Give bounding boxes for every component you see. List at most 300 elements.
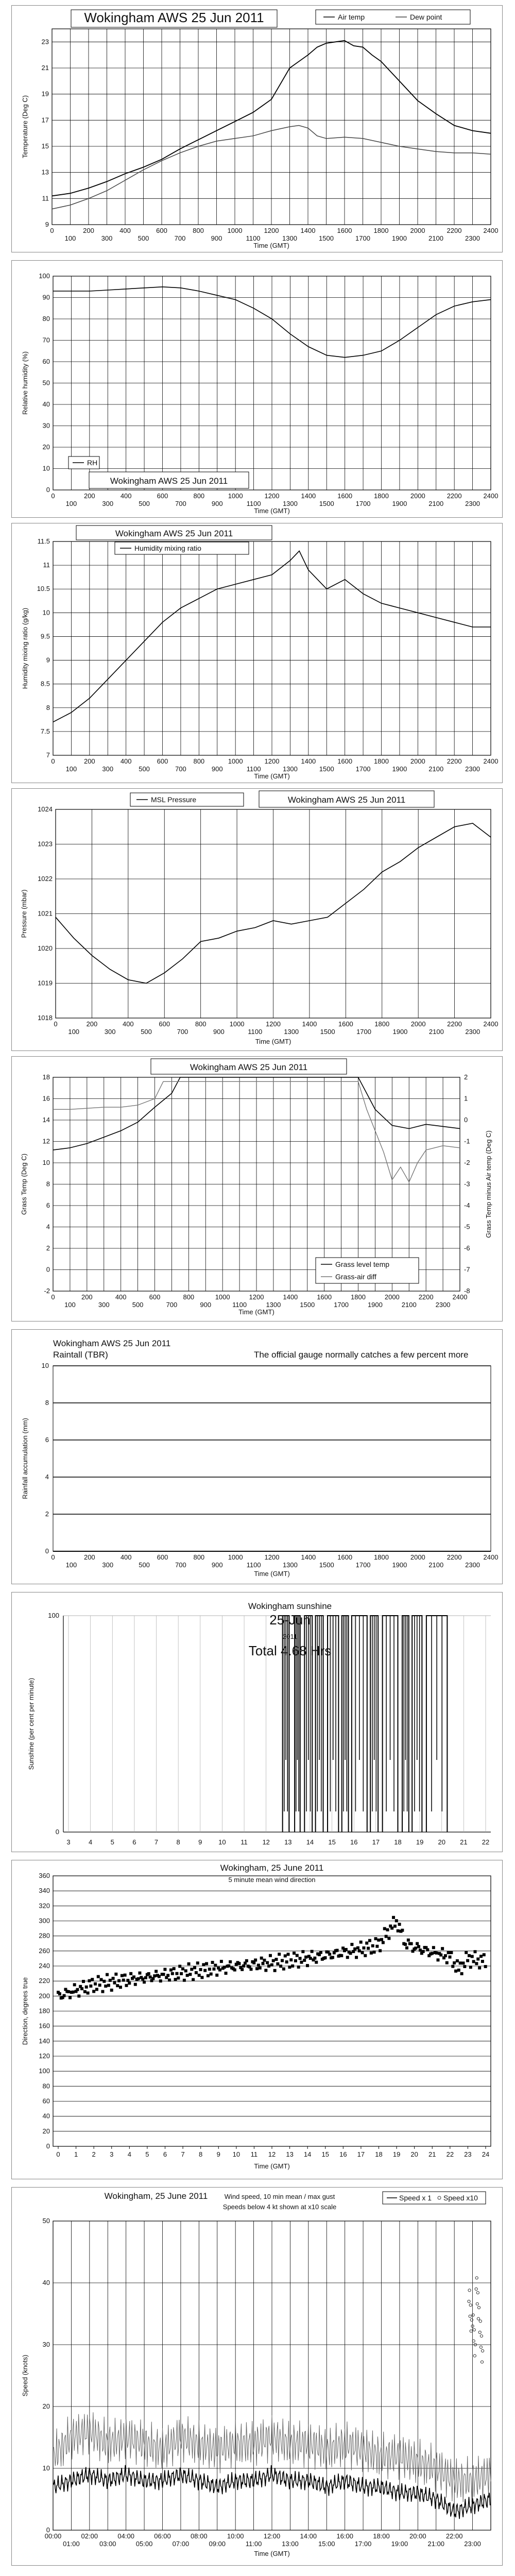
legend-grass-temp: Grass level temp [335, 1260, 390, 1268]
x-tick-label: 17 [357, 2150, 365, 2158]
x-tick-label: 300 [98, 1301, 110, 1309]
direction-point [245, 1959, 248, 1962]
x-tick-label: 0 [51, 1293, 55, 1301]
direction-point [257, 1963, 260, 1967]
x-tick-label: 03:00 [99, 2540, 116, 2548]
x-tick-label: 1000 [227, 227, 243, 234]
direction-point [390, 1927, 393, 1930]
chart-title: Wokingham AWS 25 Jun 2011 [53, 1338, 171, 1348]
y-tick-label: 90 [42, 293, 50, 301]
x-tick-label: 1400 [301, 757, 316, 765]
rainfall-chart-panel [11, 1329, 503, 1584]
y-tick-label: 11.5 [37, 537, 50, 545]
direction-point [358, 1950, 361, 1953]
x-tick-label: 300 [102, 500, 114, 507]
x-tick-label: 2300 [465, 765, 480, 773]
x-tick-label: 06:00 [154, 2532, 171, 2540]
chart-date: 25-Jun [269, 1612, 311, 1628]
x-tick-label: 1200 [264, 1553, 280, 1561]
direction-point [113, 1981, 116, 1985]
direction-point [300, 1961, 303, 1964]
x-tick-label: 2100 [428, 234, 443, 242]
y-tick-label: 4 [45, 1473, 49, 1481]
direction-point [102, 1980, 106, 1983]
speed-x10-point [470, 2330, 472, 2332]
y-tick-label: 240 [39, 1962, 50, 1970]
y-tick-label: 18 [42, 1073, 50, 1081]
speed-x10-point [481, 2349, 484, 2352]
x-tick-label: 800 [193, 757, 205, 765]
x-tick-label: 2000 [384, 1293, 400, 1301]
y-tick-label: 1021 [38, 909, 53, 918]
direction-point [449, 1956, 452, 1959]
direction-point [82, 1980, 85, 1983]
speed-x10-point [480, 2361, 483, 2363]
direction-point [190, 1968, 193, 1971]
x-tick-label: 1100 [246, 500, 261, 507]
x-tick-label: 900 [200, 1301, 212, 1309]
direction-point [153, 1974, 156, 1977]
y-tick-label: 4 [46, 1223, 50, 1231]
x-tick-label: 2100 [428, 1028, 444, 1036]
x-tick-label: 19 [392, 2150, 401, 2158]
x-tick-label: 200 [83, 1553, 95, 1561]
y-tick-label: 50 [42, 2217, 50, 2225]
x-tick-label: 800 [193, 492, 205, 500]
direction-point [121, 1974, 124, 1977]
direction-point [134, 1983, 137, 1986]
y-axis-label: Sunshine (per cent per minute) [27, 1677, 35, 1770]
x-tick-label: 300 [101, 234, 113, 242]
x-tick-label: 700 [177, 1028, 188, 1036]
x-tick-label: 1200 [264, 492, 280, 500]
direction-point [313, 1957, 316, 1960]
x-tick-label: 1900 [392, 234, 407, 242]
direction-point [254, 1958, 257, 1961]
speed-x10-point [477, 2317, 479, 2320]
x-tick-label: 2200 [447, 1020, 462, 1028]
y2-axis-label: Grass Temp minus Air temp (Deg C) [485, 1130, 492, 1238]
x-tick-label: 800 [193, 1553, 205, 1561]
x-tick-label: 1300 [282, 500, 298, 507]
direction-point [203, 1969, 207, 1972]
direction-point [368, 1939, 371, 1942]
y-tick-label: 1018 [38, 1014, 53, 1022]
x-tick-label: 1300 [266, 1301, 281, 1309]
x-tick-label: 0 [51, 757, 55, 765]
humidity-chart-panel [11, 260, 503, 518]
direction-point [180, 1972, 183, 1975]
y-axis-label: Pressure (mbar) [20, 889, 28, 938]
wind-direction-chart [12, 1860, 502, 2179]
x-tick-label: 22 [446, 2150, 454, 2158]
x-tick-label: 9 [216, 2150, 220, 2158]
direction-point [207, 1974, 210, 1977]
x-tick-label: 1300 [282, 1561, 298, 1569]
direction-point [264, 1969, 267, 1972]
direction-point [242, 1964, 245, 1968]
direction-point [178, 1965, 181, 1968]
x-tick-label: 2200 [418, 1293, 434, 1301]
x-tick-label: 700 [175, 500, 186, 507]
direction-point [469, 1965, 472, 1969]
direction-point [340, 1954, 343, 1957]
direction-point [311, 1950, 314, 1953]
chart-subtitle-2: Speeds below 4 kt shown at x10 scale [222, 2203, 337, 2211]
direction-point [447, 1951, 450, 1954]
y-tick-label: 100 [39, 2067, 50, 2075]
direction-point [124, 1974, 127, 1977]
direction-point [288, 1965, 291, 1969]
y-tick-label: 6 [46, 1201, 50, 1209]
direction-point [250, 1968, 253, 1971]
y-tick-label: 50 [42, 379, 50, 387]
direction-point [453, 1961, 456, 1964]
y-tick-label: 60 [42, 2097, 50, 2105]
y-tick-label: 9 [45, 221, 49, 228]
x-tick-label: 700 [166, 1301, 178, 1309]
plot-area [21, 10, 498, 249]
x-tick-label: 18 [394, 1838, 402, 1846]
humidity-chart [12, 261, 502, 517]
direction-point [331, 1956, 334, 1959]
x-tick-label: 17:00 [354, 2540, 372, 2548]
x-tick-label: 14 [306, 1838, 314, 1846]
x-tick-label: 1000 [229, 1020, 245, 1028]
direction-point [435, 1952, 438, 1955]
x-tick-label: 1800 [351, 1293, 366, 1301]
y-tick-label: 20 [42, 443, 50, 451]
x-tick-label: 13 [284, 1838, 292, 1846]
direction-point [72, 1991, 75, 1994]
x-tick-label: 500 [139, 500, 150, 507]
x-tick-label: 2300 [465, 234, 480, 242]
x-axis-label: Time (GMT) [254, 507, 290, 515]
x-tick-label: 600 [157, 1553, 168, 1561]
x-tick-label: 11:00 [245, 2540, 262, 2548]
direction-point [174, 1978, 177, 1981]
x-tick-label: 500 [141, 1028, 152, 1036]
direction-point [309, 1957, 312, 1960]
x-tick-label: 1400 [300, 227, 316, 234]
direction-point [87, 1991, 90, 1994]
x-tick-label: 23 [464, 2150, 472, 2158]
direction-point [426, 1948, 429, 1951]
direction-point [304, 1956, 307, 1959]
speed-x10-point [468, 2300, 470, 2302]
y-tick-label: 100 [39, 272, 50, 280]
plot-area [20, 1059, 492, 1316]
direction-point [183, 1979, 186, 1982]
grass-temp-chart [12, 1057, 502, 1321]
chart-title: Wokingham AWS 25 Jun 2011 [115, 529, 233, 538]
x-tick-label: 600 [157, 757, 168, 765]
direction-point [149, 1975, 152, 1978]
x-tick-label: 4 [89, 1838, 93, 1846]
chart-title: Wokingham AWS 25 Jun 2011 [84, 10, 264, 25]
x-tick-label: 04:00 [117, 2532, 134, 2540]
x-tick-label: 0 [51, 492, 55, 500]
direction-point [91, 1978, 94, 1981]
speed-x10-point [477, 2306, 480, 2309]
x-tick-label: 1100 [246, 234, 261, 242]
direction-point [233, 1969, 236, 1972]
y-tick-label: 2 [45, 1510, 49, 1518]
x-tick-label: 13 [286, 2150, 294, 2158]
plot-area [21, 2191, 491, 2557]
rainfall-chart [12, 1330, 502, 1584]
direction-point [101, 1990, 104, 1993]
x-tick-label: 700 [174, 234, 186, 242]
x-tick-label: 16:00 [336, 2532, 353, 2540]
x-tick-label: 300 [102, 765, 114, 773]
x-tick-label: 21:00 [427, 2540, 445, 2548]
legend-speed-x1: Speed x 1 [399, 2194, 432, 2202]
x-tick-label: 200 [81, 1293, 93, 1301]
x-tick-label: 1300 [282, 765, 298, 773]
temperature-chart [12, 6, 502, 252]
y-tick-label: 1024 [38, 805, 53, 813]
x-axis-label: Time (GMT) [253, 242, 289, 249]
y-tick-label: 11 [43, 561, 50, 569]
x-tick-label: 100 [64, 1301, 76, 1309]
direction-point [362, 1946, 365, 1950]
direction-point [274, 1958, 278, 1961]
direction-point [463, 1965, 466, 1968]
y-tick-label: 340 [39, 1887, 50, 1895]
x-tick-label: 100 [65, 500, 77, 507]
x-axis-label: Time (GMT) [254, 1570, 290, 1578]
direction-point [132, 1975, 135, 1978]
direction-point [356, 1946, 359, 1950]
x-tick-label: 14:00 [300, 2532, 317, 2540]
x-tick-label: 1400 [283, 1293, 298, 1301]
x-tick-label: 500 [139, 1561, 150, 1569]
x-tick-label: 0 [51, 1553, 55, 1561]
direction-point [439, 1954, 442, 1957]
direction-point [94, 1982, 97, 1986]
x-tick-label: 24 [482, 2150, 490, 2158]
legend-rh: RH [87, 459, 98, 467]
pressure-chart-panel [11, 788, 503, 1051]
direction-point [125, 1984, 128, 1987]
y-tick-label: 9 [46, 656, 50, 664]
direction-point [95, 1988, 98, 1991]
y-axis-label: Direction, degrees true [21, 1977, 29, 2045]
x-tick-label: 6 [163, 2150, 167, 2158]
direction-point [186, 1974, 189, 1977]
y-tick-label: 6 [45, 1436, 49, 1444]
y-tick-label: 20 [42, 2402, 50, 2410]
x-tick-label: 18:00 [373, 2532, 390, 2540]
x-tick-label: 100 [68, 1028, 80, 1036]
x-tick-label: 1700 [355, 1561, 371, 1569]
direction-point [67, 1990, 70, 1993]
x-axis-label: Time (GMT) [254, 2162, 290, 2170]
y-tick-label: 160 [39, 2022, 50, 2030]
direction-point [377, 1939, 380, 1942]
y-axis-label: Speed (knots) [21, 2354, 29, 2397]
x-tick-label: 13:00 [282, 2540, 299, 2548]
direction-point [117, 1979, 121, 1982]
direction-point [303, 1959, 306, 1962]
direction-point [474, 1950, 477, 1953]
direction-point [171, 1972, 174, 1975]
y-tick-label: -2 [44, 1287, 50, 1295]
x-tick-label: 19:00 [391, 2540, 408, 2548]
plot-area [21, 1338, 498, 1578]
plot-area [21, 526, 498, 780]
x-tick-label: 1500 [319, 1561, 334, 1569]
x-tick-label: 200 [83, 757, 95, 765]
mixing-ratio-chart-panel [11, 523, 503, 783]
direction-point [285, 1960, 288, 1963]
y-tick-label: 8 [46, 703, 50, 711]
direction-point [76, 1988, 79, 1991]
x-tick-label: 2000 [410, 227, 425, 234]
plot-area [21, 272, 498, 515]
direction-point [397, 1929, 400, 1933]
direction-point [109, 1979, 112, 1982]
direction-point [475, 1962, 478, 1965]
x-tick-label: 23:00 [464, 2540, 481, 2548]
direction-point [278, 1953, 281, 1956]
y2-tick-label: -7 [464, 1265, 470, 1274]
direction-point [195, 1971, 198, 1974]
x-tick-label: 2300 [465, 500, 480, 507]
x-tick-label: 100 [65, 1561, 77, 1569]
direction-point [359, 1941, 363, 1944]
x-tick-label: 2100 [428, 500, 444, 507]
x-tick-label: 0 [50, 227, 54, 234]
direction-point [371, 1944, 374, 1947]
direction-point [154, 1970, 158, 1973]
y-tick-label: 100 [48, 1612, 59, 1619]
x-tick-label: 2000 [410, 492, 425, 500]
y-tick-label: 19 [41, 90, 49, 98]
speed-x10-point [479, 2346, 482, 2348]
x-tick-label: 2200 [447, 757, 462, 765]
direction-point [387, 1937, 390, 1940]
y-axis-label: Grass Temp (Deg C) [20, 1154, 28, 1215]
direction-point [472, 1960, 475, 1963]
x-tick-label: 300 [102, 1561, 114, 1569]
y-tick-label: 0 [46, 2142, 50, 2150]
direction-point [273, 1969, 277, 1972]
x-tick-label: 16 [350, 1838, 358, 1846]
direction-point [484, 1965, 487, 1968]
direction-point [297, 1965, 300, 1969]
y-tick-label: 8 [46, 1180, 50, 1188]
y-tick-label: 1022 [38, 875, 53, 883]
direction-point [198, 1974, 201, 1977]
x-tick-label: 10 [232, 2150, 241, 2158]
x-tick-label: 200 [83, 492, 95, 500]
mixing-ratio-chart [12, 523, 502, 783]
direction-point [466, 1959, 469, 1962]
direction-point [97, 1975, 100, 1978]
direction-point [476, 1957, 479, 1960]
direction-point [159, 1979, 162, 1982]
speed-x10-point [469, 2304, 472, 2307]
sunshine-chart-panel [11, 1592, 503, 1852]
y-tick-label: 10 [42, 464, 50, 472]
direction-point [255, 1967, 259, 1970]
direction-point [181, 1967, 184, 1970]
grass-temp-chart-panel [11, 1056, 503, 1321]
x-tick-label: 1600 [338, 1020, 353, 1028]
y-tick-label: 14 [42, 1116, 50, 1124]
x-tick-label: 2000 [410, 1020, 426, 1028]
y-tick-label: 21 [41, 64, 49, 72]
direction-point [259, 1967, 262, 1970]
direction-point [478, 1967, 481, 1970]
x-tick-label: 400 [119, 227, 131, 234]
chart-note: The official gauge normally catches a few percent more [254, 1350, 469, 1360]
x-tick-label: 400 [122, 1020, 134, 1028]
direction-point [483, 1953, 486, 1956]
x-tick-label: 1100 [248, 1028, 263, 1036]
direction-point [262, 1962, 265, 1965]
direction-point [454, 1970, 457, 1973]
direction-point [392, 1916, 395, 1919]
direction-point [193, 1966, 196, 1969]
speed-x10-point [479, 2320, 482, 2323]
direction-point [169, 1969, 173, 1972]
x-tick-label: 10 [218, 1838, 226, 1846]
x-tick-label: 400 [115, 1293, 127, 1301]
x-tick-label: 12 [262, 1838, 270, 1846]
direction-point [77, 1994, 80, 1997]
direction-point [237, 1962, 241, 1965]
chart-subtitle: Wind speed, 10 min mean / max gust [224, 2193, 335, 2200]
direction-point [104, 1985, 107, 1988]
y2-tick-label: 0 [464, 1116, 468, 1124]
x-tick-label: 1500 [300, 1301, 315, 1309]
x-tick-label: 01:00 [63, 2540, 80, 2548]
direction-point [205, 1962, 208, 1965]
direction-point [410, 1942, 413, 1945]
direction-point [147, 1972, 150, 1975]
x-tick-label: 3 [110, 2150, 114, 2158]
x-tick-label: 3 [66, 1838, 71, 1846]
direction-point [112, 1977, 115, 1980]
y-tick-label: 120 [39, 2052, 50, 2060]
direction-point [215, 1974, 218, 1977]
direction-point [465, 1951, 468, 1954]
direction-point [365, 1942, 368, 1945]
direction-point [163, 1968, 166, 1971]
x-tick-label: 7 [154, 1838, 159, 1846]
direction-point [349, 1952, 352, 1955]
direction-point [383, 1927, 386, 1930]
direction-point [324, 1956, 327, 1959]
x-tick-label: 2400 [483, 1553, 499, 1561]
direction-point [266, 1961, 269, 1964]
direction-point [481, 1960, 484, 1963]
direction-point [208, 1968, 211, 1971]
x-tick-label: 1600 [317, 1293, 332, 1301]
y-tick-label: 280 [39, 1931, 50, 1940]
direction-point [260, 1957, 263, 1960]
x-tick-label: 400 [120, 757, 132, 765]
x-tick-label: 20 [438, 1838, 445, 1846]
x-tick-label: 200 [86, 1020, 98, 1028]
x-tick-label: 4 [127, 2150, 131, 2158]
direction-point [184, 1969, 187, 1972]
y-tick-label: 9.5 [40, 632, 50, 640]
direction-point [355, 1956, 358, 1959]
